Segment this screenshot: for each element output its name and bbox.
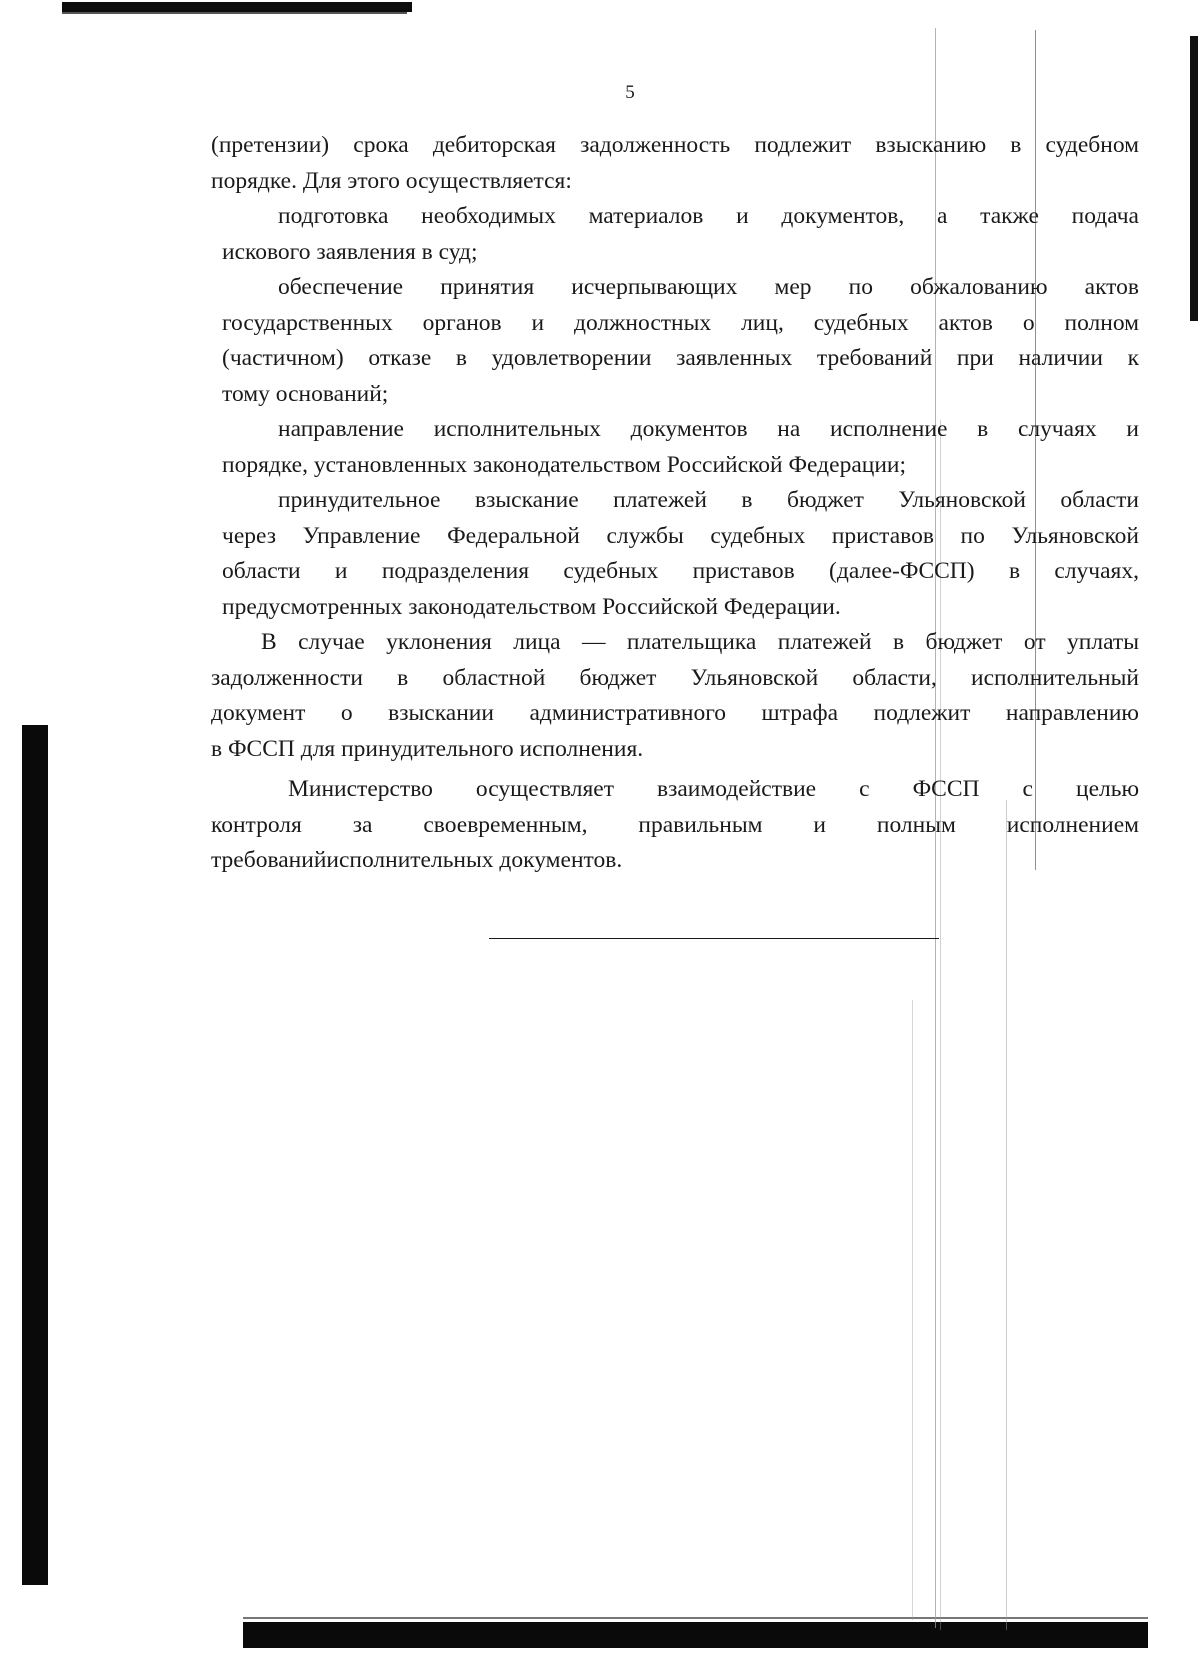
text-line: задолженности в областной бюджет Ульяновской области, исполнительный: [211, 664, 1139, 691]
text-line: предусмотренных законодательством Российской Федерации.: [222, 593, 841, 620]
text-line: требованийисполнительных документов.: [211, 847, 623, 873]
text-line: документ о взыскании административного штрафа подлежит направлению: [211, 700, 1139, 726]
text-line: государственных органов и должностных лиц, судебных актов о полном: [222, 309, 1139, 336]
end-of-text-rule: [489, 938, 939, 939]
text-line: Министерство осуществляет взаимодействие с ФССП с целью: [288, 776, 1139, 802]
list-item-appeal: [222, 270, 1139, 412]
scan-edge-bottom-thin: [243, 1617, 1148, 1619]
scan-edge-top-thin: [62, 12, 407, 14]
text-line: направление исполнительных документов на исполнение в случаях и: [278, 416, 1139, 442]
text-line: (частичном) отказе в удовлетворении заявленных требований при наличии к: [222, 345, 1139, 371]
text-line: области и подразделения судебных приставов (далее-ФССП) в случаях,: [222, 558, 1139, 584]
text-line: в ФССП для принудительного исполнения.: [211, 735, 644, 762]
paragraph-ministry: [211, 772, 1139, 879]
paragraph-evasion: [211, 625, 1139, 767]
text-line: порядке, установленных законодательством Российской Федерации;: [222, 451, 907, 478]
text-line: порядке. Для этого осуществляется:: [211, 167, 572, 194]
intro-paragraph: [211, 128, 1139, 199]
list-item-forced-collection: [222, 483, 1139, 625]
text-line: подготовка необходимых материалов и документов, а также подача: [278, 203, 1139, 229]
text-line: обеспечение принятия исчерпывающих мер по обжалованию актов: [278, 274, 1139, 300]
text-line: через Управление Федеральной службы судебных приставов по Ульяновской: [222, 522, 1139, 549]
text-line: принудительное взыскание платежей в бюджет Ульяновской области: [278, 487, 1139, 513]
scan-edge-top: [62, 2, 412, 12]
list-item-enforcement-docs: [222, 412, 1139, 483]
scan-streak: [1006, 800, 1007, 1630]
scan-edge-bottom: [243, 1622, 1148, 1648]
scan-streak: [912, 1000, 913, 1620]
scan-edge-right: [1190, 36, 1198, 321]
text-line: искового заявления в суд;: [222, 238, 478, 265]
scan-edge-left: [22, 725, 48, 1585]
page-number: 5: [625, 82, 635, 103]
text-line: В случае уклонения лица — плательщика платежей в бюджет от уплаты: [261, 629, 1139, 655]
text-line: тому оснований;: [222, 380, 389, 407]
text-line: контроля за своевременным, правильным и полным исполнением: [211, 811, 1139, 838]
list-item-preparation: [222, 199, 1139, 270]
text-line: (претензии) срока дебиторская задолженность подлежит взысканию в судебном: [211, 132, 1139, 158]
